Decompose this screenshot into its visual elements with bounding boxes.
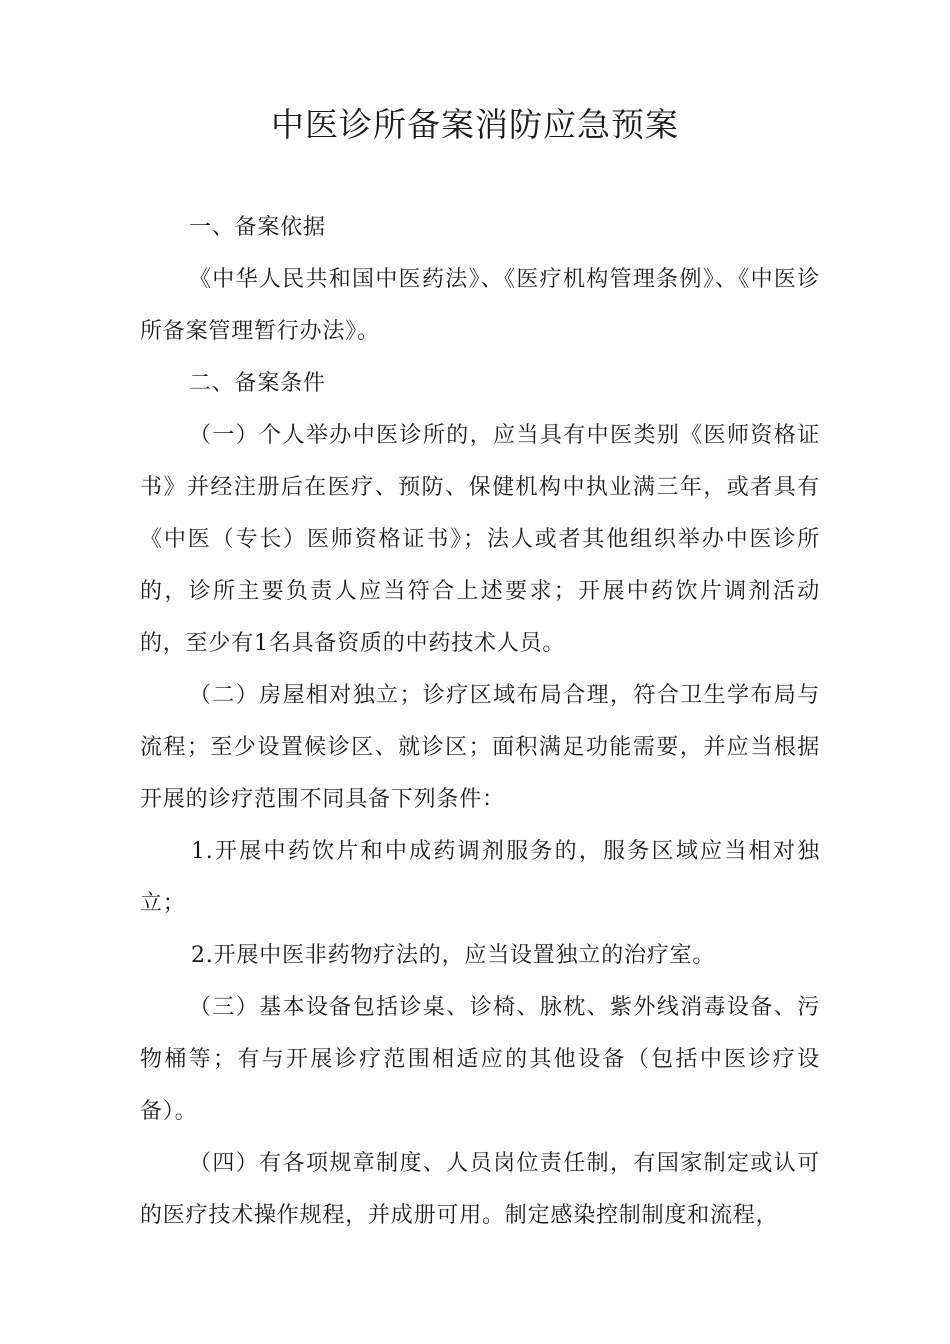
list-item-2: 2.开展中医非药物疗法的，应当设置独立的治疗室。	[191, 943, 716, 968]
document-title: 中医诊所备案消防应急预案	[271, 105, 679, 144]
paragraph-condition-2: （二）房屋相对独立；诊疗区域布局合理，符合卫生学布局与流程；至少设置候诊区、就诊区；面积满足功能需要，并应当根据开展的诊疗范围不同具备下列条件：	[140, 683, 820, 812]
list-item-1: 1.开展中药饮片和中成药调剂服务的，服务区域应当相对独立；	[140, 839, 820, 916]
paragraph-basis-laws: 《中华人民共和国中医药法》、《医疗机构管理条例》、《中医诊所备案管理暂行办法》。	[140, 267, 820, 344]
section-heading-basis: 一、备案依据	[189, 215, 326, 240]
paragraph-condition-1: （一）个人举办中医诊所的，应当具有中医类别《医师资格证书》并经注册后在医疗、预防、保健机构中执业满三年，或者具有《中医（专长）医师资格证书》；法人或者其他组织举办中医诊所的，诊所主要负责人应当符合上述要求；开展中药饮片调剂活动的，至少有1名具备资质的中药技术人员。	[140, 423, 820, 656]
paragraph-condition-3: （三）基本设备包括诊桌、诊椅、脉枕、紫外线消毒设备、污物桶等；有与开展诊疗范围相适应的其他设备（包括中医诊疗设备）。	[140, 995, 820, 1124]
document-body	[140, 202, 820, 1242]
section-heading-conditions: 二、备案条件	[189, 371, 326, 396]
paragraph-condition-4: （四）有各项规章制度、人员岗位责任制，有国家制定或认可的医疗技术操作规程，并成册可用。制定感染控制制度和流程，	[140, 1151, 820, 1228]
